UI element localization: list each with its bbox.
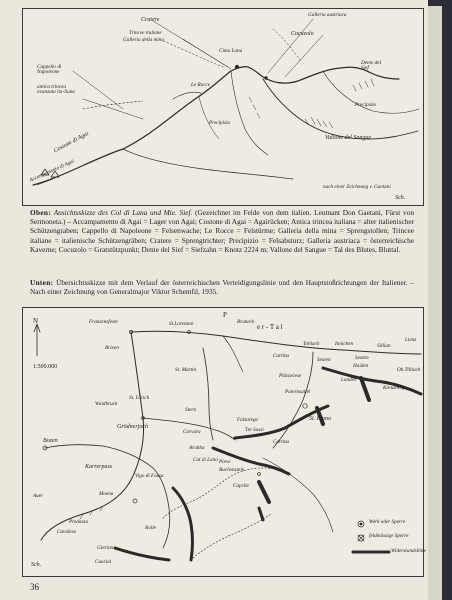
map-st-martin: St. Martin	[175, 367, 197, 373]
label-antica-trincea: antica trincea avanzata ita-liana	[37, 84, 75, 96]
label-galleria-austriaca: Galleria austriaca	[308, 12, 347, 18]
label-costone: Costone di Agai	[53, 130, 90, 155]
label-signature-bottom: Sch.	[31, 562, 42, 568]
page-number: 36	[30, 582, 39, 592]
map-cavalese: Cavalese	[57, 529, 77, 535]
map-moena: Moena	[99, 491, 114, 497]
map-sillian: Sillian	[377, 343, 391, 349]
map-falzarego: Falzarego	[237, 417, 259, 423]
label-le-rocce: Le Rocce	[191, 82, 211, 88]
caption-top-body: (Gezeichnet im Felde von dem italien. Leutnant Don Gaetani, Fürst von Sermoneta.) – Accampamento di Agai = Lager von Agai; Costone di Agai = Agairücken; Antica trincea italiana = alter italienischer Schützengraben; Cappello di Napoleone = Felsenwache; Le Rocce = Felstürme; Galleria della mina = Sprengstollen; Trincee italiane = italienische Schützengräben; Cratere = Sprengtrichter; Precipizio = Felsabsturz; Galleria austriaca = österreichische Kaverne; Cocuzolo = Gratstützpunkt; Dente del Sief = Siefzahn = Knotz 2224 m; Vallone del Sangue = Tal des Blutes, Bluttal.	[30, 208, 414, 254]
label-cocuzolo: Cocuzolo	[291, 31, 314, 37]
map-kreuzberg: Kreuzberg	[383, 385, 405, 391]
map-arabba: Arabba	[189, 445, 205, 451]
map-tre-sassi: Tre Sassi	[245, 427, 264, 433]
map-col-di-lana: Col di Lana	[193, 457, 218, 463]
label-vallone: Vallone del Sangue	[325, 135, 371, 141]
map-auer: Auer	[33, 493, 44, 499]
map-st-lorenzen: St.Lorenzen	[169, 321, 194, 327]
map-rolle: Rolle	[145, 525, 156, 531]
map-toblach: Toblach	[303, 341, 320, 347]
map-innichen: Innichen	[335, 341, 354, 347]
map-vigo-di-fassa: Vigo di Fassa	[135, 473, 164, 479]
map-bozen: Bozen	[43, 438, 58, 444]
label-precipizio-1: Precipizio	[209, 120, 231, 126]
map-groednerjoch: Grödnerjoch	[117, 424, 148, 430]
caption-top-title: Ansichtsskizze des Col di Lana und Mte. Sief.	[53, 208, 193, 217]
map-bruneck: Bruneck	[237, 319, 255, 325]
legend-line: Widerstandslinie	[391, 548, 426, 554]
map-scale: 1:500.000	[33, 364, 58, 370]
label-credit: nach einer Zeichnung v. Gaetani	[323, 184, 391, 190]
map-ob-tilliach: Ob.Tilliach	[397, 367, 421, 373]
label-cappello: Cappello di Napoleone	[37, 64, 62, 76]
caption-top	[30, 208, 414, 254]
legend-werk: Werk oder Sperre	[369, 519, 406, 525]
map-brixen: Brixen	[105, 345, 119, 351]
label-trincee: Trincee italiane	[129, 30, 162, 36]
map-landro: Landro	[341, 377, 357, 383]
map-karrerpass: Karrerpass	[85, 464, 113, 470]
label-precipizio-2: Precipizio	[355, 102, 377, 108]
map-tal-letters: e r - T a l	[257, 323, 283, 331]
label-cratere: Cratere	[141, 17, 160, 23]
map-st-ulrich: St. Ulrich	[129, 395, 150, 401]
label-signature-top: Sch.	[395, 195, 406, 201]
map-waidbruck: Waidbruck	[95, 401, 118, 407]
label-galleria-mina: Galleria della mina	[123, 37, 164, 43]
map-franzensfeste: Franzensfeste	[89, 319, 118, 325]
map-buchenstein: Buchenstein	[219, 467, 245, 473]
legend-feld: feldmässige Sperre	[369, 533, 409, 539]
map-st-piano: St. Piano	[309, 416, 331, 422]
label-accampamento: Accampamento di Agai	[28, 158, 76, 184]
map-caurial: Caurial	[95, 559, 112, 565]
label-dente-del-sief: Dente del Sief	[361, 60, 382, 72]
caption-bottom-body: Übersichtsskizze mit dem Verlauf der österreichischen Verteidigungslinie und den Hauptstoßrichtungen der Italiener. – Nach einer Zeichnung von Generalmajor Viktor Schemfil, 1935.	[30, 278, 414, 297]
label-cima-lana: Cima Lana	[219, 48, 243, 54]
map-sexten: Sexten	[317, 357, 331, 363]
map-glerion: Glerion	[97, 545, 114, 551]
map-p: P	[223, 311, 227, 319]
caption-bottom	[30, 278, 414, 296]
adjacent-page-edge	[428, 0, 452, 600]
map-drawing	[23, 308, 423, 576]
map-sexten-haiden: Sexten	[355, 355, 369, 361]
caption-top-lead: Oben:	[30, 208, 51, 217]
map-paternsattel: Paternsattel	[285, 389, 311, 395]
caption-bottom-lead: Unten:	[30, 278, 54, 287]
map-corvara: Corvara	[183, 429, 201, 435]
map-caprile: Caprile	[233, 483, 249, 489]
overview-map	[22, 307, 424, 577]
map-cortina: Cortina	[273, 353, 290, 359]
map-stern: Stern	[185, 407, 196, 413]
map-haiden: Haiden	[353, 363, 369, 369]
map-plaetzwiese: Plätzwiese	[279, 373, 302, 379]
map-cortina2: Cortina	[273, 439, 290, 445]
map-predazzo: Predazzo	[69, 519, 89, 525]
map-lienz: Lienz	[405, 337, 417, 343]
map-pieve: Pieve	[219, 459, 231, 465]
col-di-lana-sketch	[22, 8, 424, 206]
north-arrow-label: N	[33, 317, 39, 325]
